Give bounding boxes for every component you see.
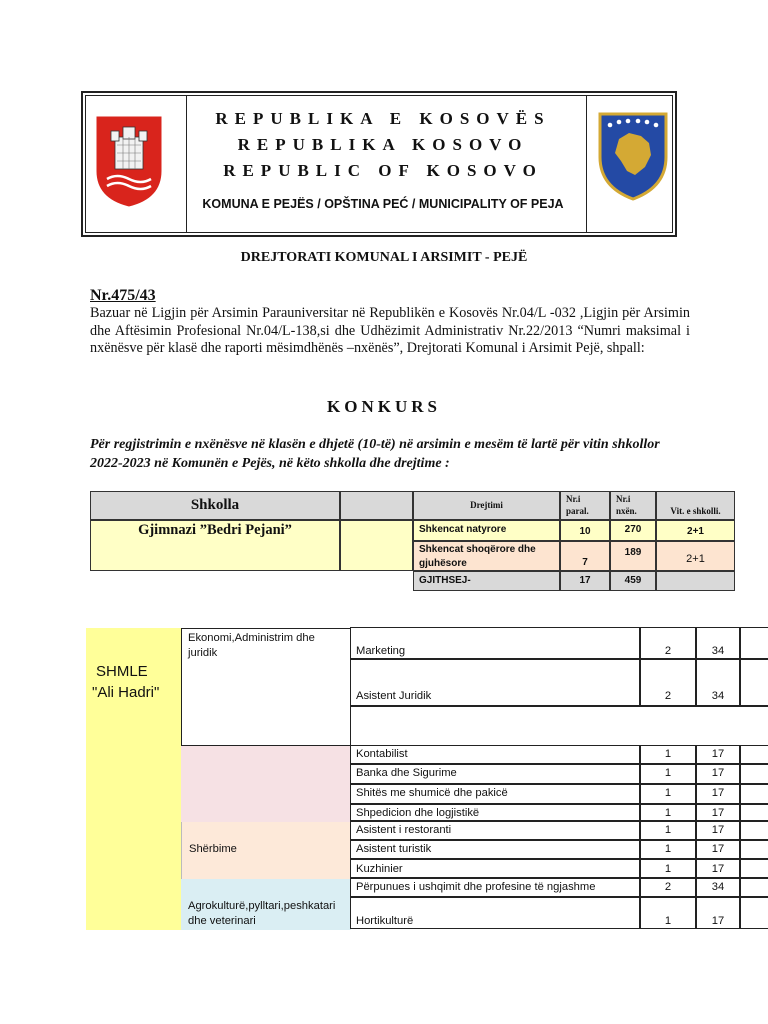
school-cell bbox=[86, 628, 181, 930]
students-cell: 34 bbox=[696, 878, 740, 897]
classes-cell: 2 bbox=[640, 659, 696, 706]
table-row bbox=[351, 628, 768, 660]
table-cell: 2+1 bbox=[656, 541, 735, 571]
table-row bbox=[351, 785, 768, 805]
program-name-cell: Asistent turistik bbox=[350, 840, 640, 859]
table-row bbox=[351, 765, 768, 785]
table-row bbox=[351, 805, 768, 822]
gymnasium-table bbox=[90, 491, 763, 591]
table-cell: 17 bbox=[560, 571, 610, 591]
sector-cell-services: Shërbime bbox=[181, 822, 352, 879]
students-cell: 17 bbox=[696, 804, 740, 821]
classes-cell: 1 bbox=[640, 859, 696, 878]
document-number: Nr.475/43 bbox=[90, 287, 156, 304]
students-cell: 17 bbox=[696, 764, 740, 784]
years-cell bbox=[740, 804, 768, 821]
table-cell: 459 bbox=[610, 571, 656, 591]
table-row bbox=[351, 860, 768, 879]
classes-cell: 1 bbox=[640, 764, 696, 784]
program-name-cell: Banka dhe Sigurime bbox=[350, 764, 640, 784]
program-name-cell: Përpunues i ushqimit dhe profesine të ngjashme bbox=[350, 878, 640, 897]
school-name-cell: Gjimnazi ”Bedri Pejani” bbox=[90, 520, 340, 571]
classes-cell: 2 bbox=[640, 627, 696, 659]
header-cell-school: Shkolla bbox=[90, 491, 340, 520]
legal-basis-paragraph: Bazuar në Ligjin për Arsimin Parauniversitar në Republikën e Kosovës Nr.04/L -032 ,Ligjin për Arsimin dhe Aftësimin Profesional Nr.04/L-138,si dhe Udhëzimit Administrativ Nr.22/2013 “Numri maksimal i nxënësve për klasë dhe raporti mësimdhënës –nxënës”, Drejtorati Komunal i Arsimit Pejë, shpall: bbox=[90, 305, 690, 356]
announcement-intro: Për regjistrimin e nxënësve në klasën e dhjetë (10-të) në arsimin e mesëm të lartë për vitin shkollor 2022-2023 në Komunën e Pejës, në këto shkolla dhe drejtime : bbox=[90, 437, 660, 471]
total-row: GJITHSEJ- bbox=[413, 571, 560, 591]
years-cell bbox=[740, 840, 768, 859]
classes-cell: 1 bbox=[640, 745, 696, 764]
program-name-cell: Shpedicion dhe logjistikë bbox=[350, 804, 640, 821]
table-row bbox=[351, 879, 768, 898]
classes-cell: 1 bbox=[640, 821, 696, 840]
students-cell: 17 bbox=[696, 897, 740, 929]
classes-cell: 1 bbox=[640, 840, 696, 859]
sector-cell-economy: Ekonomi,Administrim dhe juridik bbox=[181, 628, 351, 746]
program-name-cell: Asistent Juridik bbox=[350, 659, 640, 706]
country-name-english: REPUBLIC OF KOSOVO bbox=[223, 161, 543, 180]
vocational-school-table bbox=[86, 628, 768, 930]
classes-cell: 1 bbox=[640, 897, 696, 929]
years-cell bbox=[740, 745, 768, 764]
classes-cell: 2 bbox=[640, 878, 696, 897]
years-cell bbox=[740, 859, 768, 878]
sector-cell-agro: Agrokulturë,pylltari,peshkatari dhe veterinari bbox=[181, 879, 351, 930]
years-cell bbox=[740, 627, 768, 659]
table-row bbox=[351, 822, 768, 841]
table-row bbox=[351, 660, 768, 707]
students-cell: 17 bbox=[696, 840, 740, 859]
program-name-cell: Kontabilist bbox=[350, 745, 640, 764]
classes-cell: 1 bbox=[640, 804, 696, 821]
table-cell: 7 bbox=[560, 541, 610, 571]
sector-cell-empty bbox=[181, 746, 351, 822]
school-name-line2: "Ali Hadri" bbox=[92, 684, 160, 701]
header-cell-direction: Drejtimi bbox=[413, 491, 560, 520]
program-name-cell: Marketing bbox=[350, 627, 640, 659]
students-cell: 17 bbox=[696, 784, 740, 804]
department-title: DREJTORATI KOMUNAL I ARSIMIT - PEJË bbox=[240, 250, 528, 265]
country-name-albanian: REPUBLIKA E KOSOVËS bbox=[215, 109, 551, 128]
table-row: Shkencat natyrore bbox=[413, 520, 560, 541]
classes-cell: 1 bbox=[640, 784, 696, 804]
header-cell-years: Vit. e shkolli. bbox=[656, 491, 735, 520]
header-cell-classes: Nr.i paral. bbox=[560, 491, 610, 520]
table-row: Shkencat shoqërore dhe gjuhësore bbox=[413, 541, 560, 571]
table-row bbox=[351, 746, 768, 765]
table-row bbox=[351, 841, 768, 860]
letterhead bbox=[81, 91, 677, 237]
program-name-cell: Hortikulturë bbox=[350, 897, 640, 929]
years-cell bbox=[740, 878, 768, 897]
header-cell-students: Nr.i nxën. bbox=[610, 491, 656, 520]
years-cell bbox=[740, 821, 768, 840]
school-name-line1: SHMLE bbox=[96, 663, 148, 680]
municipality-line: KOMUNA E PEJËS / OPŠTINA PEĆ / MUNICIPALITY OF PEJA bbox=[202, 197, 564, 211]
table-cell: 189 bbox=[610, 541, 656, 571]
table-cell: 10 bbox=[560, 520, 610, 541]
years-cell bbox=[740, 897, 768, 929]
program-name-cell: Shitës me shumicë dhe pakicë bbox=[350, 784, 640, 804]
school-extra-cell bbox=[340, 520, 413, 571]
students-cell: 17 bbox=[696, 821, 740, 840]
table-cell: 270 bbox=[610, 520, 656, 541]
program-name-cell: Asistent i restoranti bbox=[350, 821, 640, 840]
announcement-title: KONKURS bbox=[327, 397, 441, 416]
years-cell bbox=[740, 784, 768, 804]
table-row bbox=[351, 898, 768, 930]
kosovo-coat-of-arms-icon bbox=[597, 111, 669, 201]
program-name-cell: Kuzhinier bbox=[350, 859, 640, 878]
table-cell bbox=[656, 571, 735, 591]
students-cell: 34 bbox=[696, 627, 740, 659]
students-cell: 17 bbox=[696, 745, 740, 764]
table-cell: 2+1 bbox=[656, 520, 735, 541]
peja-coat-of-arms-icon bbox=[93, 113, 165, 209]
students-cell: 34 bbox=[696, 659, 740, 706]
country-name-serbian: REPUBLIKA KOSOVO bbox=[237, 135, 529, 154]
students-cell: 17 bbox=[696, 859, 740, 878]
years-cell bbox=[740, 764, 768, 784]
header-cell-empty bbox=[340, 491, 413, 520]
years-cell bbox=[740, 659, 768, 706]
spacer-row bbox=[350, 706, 768, 746]
